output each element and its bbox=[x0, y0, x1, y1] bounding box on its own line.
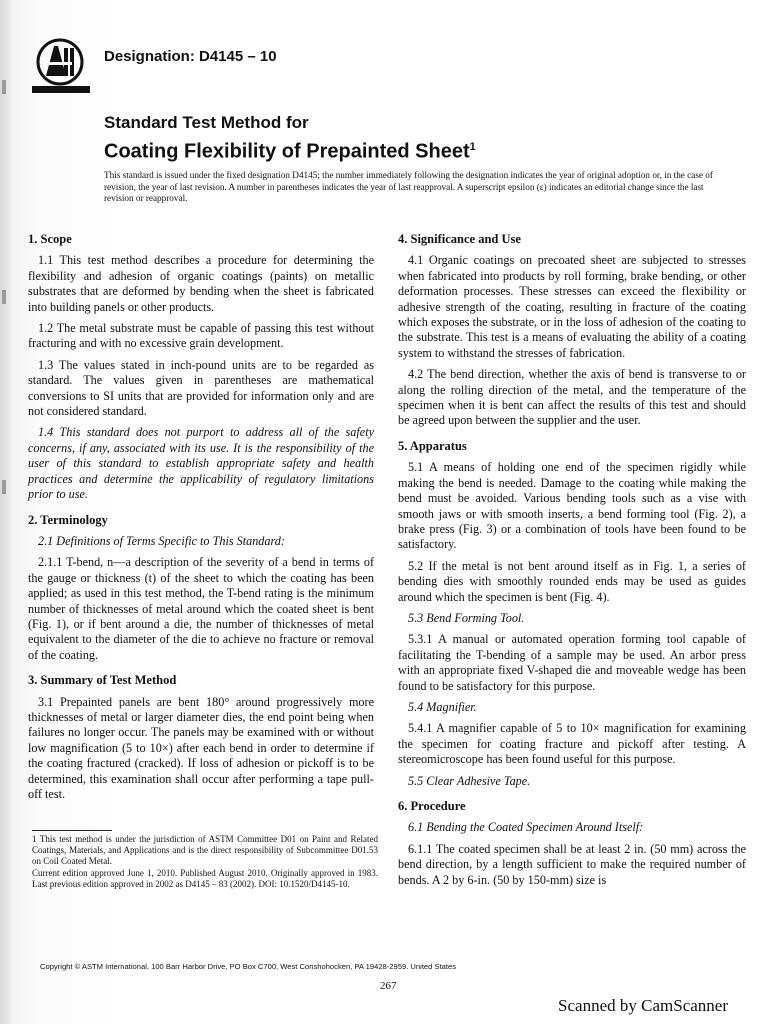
footnotes bbox=[32, 834, 378, 890]
page-number: 267 bbox=[380, 980, 397, 992]
scanner-watermark: Scanned by CamScanner bbox=[558, 996, 728, 1015]
document-title bbox=[104, 112, 664, 163]
scan-edge-mark bbox=[2, 80, 6, 94]
standard-notice: This standard is issued under the fixed designation D4145; the number immediately following the designation indicates the year of original adoption or, in the case of revision, the year of last revision. A number in parentheses indicates the year of last reapproval. A superscript epsilon (ε) indicates an editorial change since the last revision or reapproval. bbox=[104, 170, 713, 204]
paragraph-1-3: 1.3 The values stated in inch-pound units are to be regarded as standard. The values given in parentheses are mathematical conversions to SI units that are provided for information only and are not considered standard. bbox=[28, 357, 374, 419]
paragraph-6-1: 6.1 Bending the Coated Specimen Around Itself: bbox=[408, 820, 644, 835]
section-heading-apparatus: 5. Apparatus bbox=[398, 438, 467, 453]
paragraph-5-5: 5.5 Clear Adhesive Tape. bbox=[408, 773, 531, 788]
paragraph-5-1: 5.1 A means of holding one end of the specimen rigidly while making the bend is needed. Damage to the coating while making the bend must be avoided. Various bending tools such as a vise with smooth jaws or with smooth inserts, a bend forming tool (Fig. 2), a brake press (Fig. 3) or a combination of tools have been found to be satisfactory. bbox=[398, 460, 746, 552]
paragraph-2-1-1: 2.1.1 T-bend, n—a description of the severity of a bend in terms of the gauge or thickness (t) of the sheet to which the coating has been applied; as used in this test method, the T-bend rating is the minimum number of thicknesses of metal around which the coated sheet is bent (Fig. 1), or if bent around a die, the number of thicknesses of metal equivalent to the diameter of the die to achieve no fracture or removal of the coating. bbox=[28, 555, 374, 662]
paragraph-6-1-1: 6.1.1 The coated specimen shall be at least 2 in. (50 mm) across the bend direction, by a length sufficient to make the required number of bends. A 2 by 6-in. (50 by 150-mm) size is bbox=[398, 841, 746, 887]
footnote-1: 1 This test method is under the jurisdiction of ASTM Committee D01 on Paint and Related Coatings, Materials, and Applications and is the direct responsibility of Subcommittee D01.53 on Coil Coated Metal. bbox=[32, 834, 378, 867]
paragraph-4-1: 4.1 Organic coatings on precoated sheet are subjected to stresses when fabricated into products by roll forming, brake bending, or other deformation processes. These stresses can exceed the flexibility or adhesive strength of the coating, resulting in fracture of the coating which exposes the substrate, or in the loss of adhesion of the coating to the substrate. This test is a means of evaluating the ability of a coating system to withstand the stresses of fabrication. bbox=[398, 253, 746, 360]
paragraph-2-1: 2.1 Definitions of Terms Specific to This Standard: bbox=[38, 533, 285, 548]
paragraph-1-1: 1.1 This test method describes a procedure for determining the flexibility and adhesion of organic coatings (paints) on metallic substrates that are deformed by bending when the sheet is fabricated into building panels or other products. bbox=[28, 253, 374, 314]
paragraph-4-2: 4.2 The bend direction, whether the axis of bend is transverse to or along the rolling direction of the metal, and the temperature of the specimen when it is bent can affect the results of this test and should be agreed upon between the supplier and the user. bbox=[398, 367, 746, 428]
right-column bbox=[398, 232, 746, 894]
section-heading-scope: 1. Scope bbox=[28, 232, 72, 246]
footnote-2: Current edition approved June 1, 2010. Published August 2010. Originally approved in 1983. Last previous edition approved in 2002 as D4145 – 83 (2002). DOI: 10.1520/D4145-10. bbox=[32, 867, 378, 889]
section-heading-terminology: 2. Terminology bbox=[28, 512, 108, 527]
title-footnote-mark: 1 bbox=[469, 141, 476, 153]
scan-edge-mark bbox=[2, 480, 6, 494]
paragraph-5-3-1: 5.3.1 A manual or automated operation forming tool capable of facilitating the T-bending of a sample may be used. An arbor press with an appropriate fixed V-shaped die and moveable wedge has been found to be satisfactory for this purpose. bbox=[398, 632, 746, 693]
paragraph-5-4-1: 5.4.1 A magnifier capable of 5 to 10× magnification for examining the specimen for coating fracture and pickoff after testing. A stereomicroscope has been found useful for this purpose. bbox=[398, 721, 746, 767]
left-column bbox=[28, 232, 374, 808]
paragraph-5-3: 5.3 Bend Forming Tool. bbox=[408, 610, 525, 625]
footnote-divider bbox=[32, 830, 112, 831]
section-heading-significance: 4. Significance and Use bbox=[398, 232, 521, 246]
designation: Designation: D4145 – 10 bbox=[104, 48, 277, 65]
copyright-line: Copyright © ASTM International, 100 Barr Harbor Drive, PO Box C700, West Conshohocken, PA 19428-2959. United States bbox=[40, 962, 457, 971]
astm-logo bbox=[30, 36, 100, 98]
scan-edge-mark bbox=[2, 290, 6, 304]
paragraph-1-2: 1.2 The metal substrate must be capable of passing this test without fracturing and with no excessive grain development. bbox=[28, 321, 374, 351]
section-heading-summary: 3. Summary of Test Method bbox=[28, 673, 177, 688]
paragraph-5-4: 5.4 Magnifier. bbox=[408, 699, 477, 714]
section-heading-procedure: 6. Procedure bbox=[398, 799, 466, 813]
paragraph-5-2: 5.2 If the metal is not bent around itself as in Fig. 1, a series of bending dies with smoothly rounded ends may be used as guides around which the specimen is bent (Fig. 4). bbox=[398, 558, 746, 604]
title-line-1: Standard Test Method for bbox=[104, 113, 309, 132]
paragraph-3-1: 3.1 Prepainted panels are bent 180° around progressively more thicknesses of metal or larger diameter dies, the end point being when failures no longer occur. The panels may be examined with or without low magnification (5 to 10×) after each bend in order to determine if the coating fractured (cracked). If loss of adhesion or pickoff is to be determined, this examination shall occur after performing a tape pull-off test. bbox=[28, 694, 374, 801]
paragraph-1-4: 1.4 This standard does not purport to address all of the safety concerns, if any, associated with its use. It is the responsibility of the user of this standard to establish appropriate safety and health practices and determine the applicability of regulatory limitations prior to use. bbox=[28, 425, 374, 502]
title-line-2: Coating Flexibility of Prepainted Sheet$^1$ bbox=[104, 140, 476, 163]
